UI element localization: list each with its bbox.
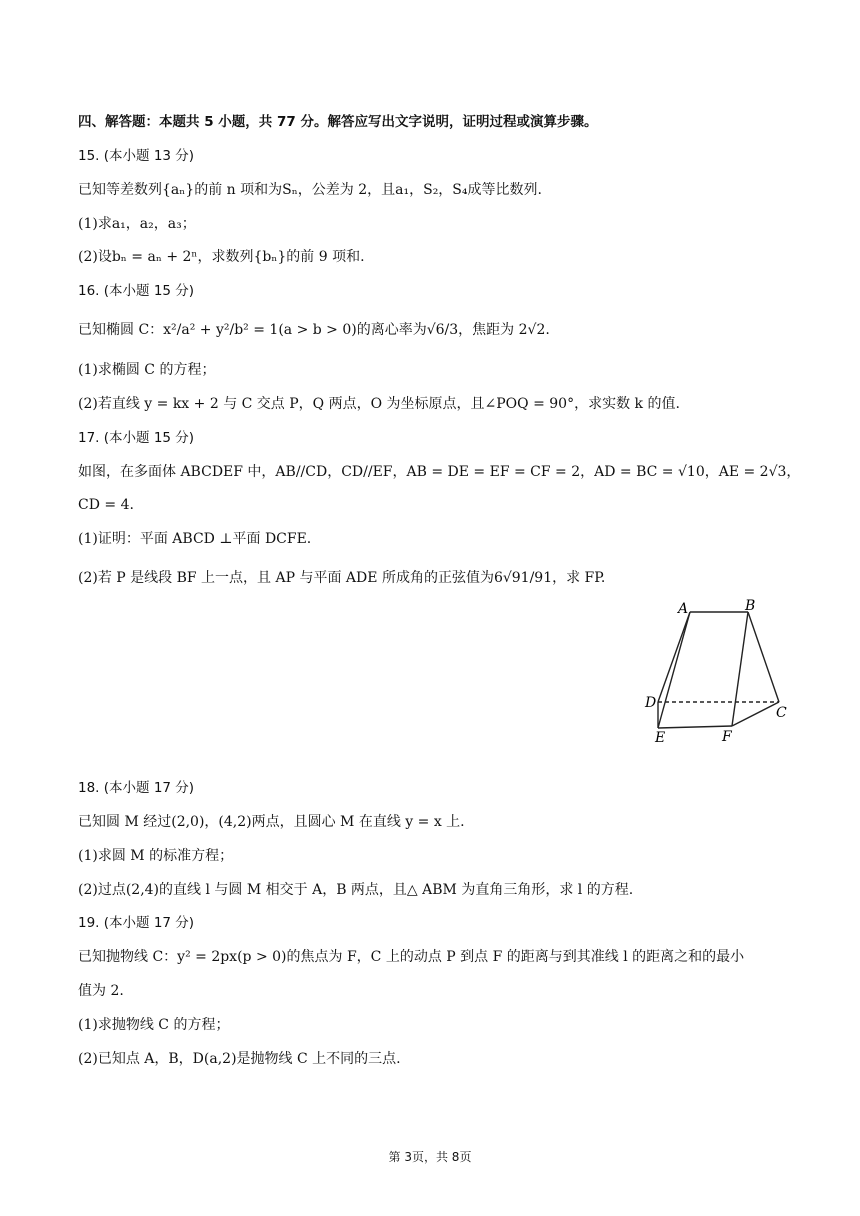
problem-17-heading: 17. (本小题 15 分) (78, 430, 195, 446)
edge-ae (658, 612, 690, 728)
problem-16-part-1: (1)求椭圆 C 的方程； (78, 362, 216, 378)
vertex-label-d: D (645, 695, 657, 711)
vertex-label-b: B (745, 598, 756, 614)
problem-15-heading: 15. (本小题 13 分) (78, 148, 195, 164)
edge-ad (658, 612, 690, 702)
edge-fc (732, 702, 779, 726)
polyhedron-figure (636, 595, 796, 745)
page-footer: 第 3页，共 8页 (388, 1150, 472, 1164)
problem-15-statement: 已知等差数列{aₙ}的前 n 项和为Sₙ，公差为 2，且a₁，S₂，S₄成等比数列. (78, 182, 542, 198)
problem-17-part-1: (1)证明：平面 ABCD ⊥平面 DCFE. (78, 531, 312, 547)
edge-bf (732, 612, 748, 726)
section-header: 四、解答题：本题共 5 小题，共 77 分。解答应写出文字说明，证明过程或演算步骤。 (78, 114, 598, 130)
problem-19-statement-line-1: 已知抛物线 C：y² = 2px(p > 0)的焦点为 F，C 上的动点 P 到点 F 的距离与到其准线 l 的距离之和的最小 (78, 949, 745, 965)
problem-16-part-2: (2)若直线 y = kx + 2 与 C 交点 P，Q 两点，O 为坐标原点，且∠POQ = 90°，求实数 k 的值. (78, 396, 680, 412)
problem-17-part-2: (2)若 P 是线段 BF 上一点，且 AP 与平面 ADE 所成角的正弦值为6√91/91，求 FP. (78, 570, 606, 586)
vertex-label-c: C (776, 705, 787, 721)
problem-16-statement: 已知椭圆 C：x²/a² + y²/b² = 1(a > b > 0)的离心率为√6/3，焦距为 2√2. (78, 322, 550, 338)
problem-17-statement-line-2: CD = 4. (78, 497, 134, 513)
edge-bc (748, 612, 779, 702)
vertex-label-f: F (722, 729, 732, 745)
problem-19-heading: 19. (本小题 17 分) (78, 915, 195, 931)
problem-18-heading: 18. (本小题 17 分) (78, 780, 195, 796)
problem-19-part-2: (2)已知点 A，B，D(a,2)是抛物线 C 上不同的三点. (78, 1051, 401, 1067)
problem-18-part-1: (1)求圆 M 的标准方程； (78, 848, 234, 864)
problem-17-statement-line-1: 如图，在多面体 ABCDEF 中，AB//CD，CD//EF，AB = DE = EF = CF = 2，AD = BC = √10，AE = 2√3， (78, 464, 801, 480)
problem-15-part-2: (2)设bₙ = aₙ + 2ⁿ，求数列{bₙ}的前 9 项和. (78, 249, 365, 265)
problem-19-part-1: (1)求抛物线 C 的方程； (78, 1017, 230, 1033)
problem-15-part-1: (1)求a₁，a₂，a₃； (78, 216, 196, 232)
problem-18-part-2: (2)过点(2,4)的直线 l 与圆 M 相交于 A，B 两点，且△ ABM 为直角三角形，求 l 的方程. (78, 882, 634, 898)
problem-19-statement-line-2: 值为 2. (78, 983, 124, 999)
edge-ef (658, 726, 732, 728)
vertex-label-e: E (655, 730, 666, 745)
vertex-label-a: A (678, 601, 689, 617)
problem-16-heading: 16. (本小题 15 分) (78, 283, 195, 299)
problem-18-statement: 已知圆 M 经过(2,0)，(4,2)两点，且圆心 M 在直线 y = x 上. (78, 814, 465, 830)
